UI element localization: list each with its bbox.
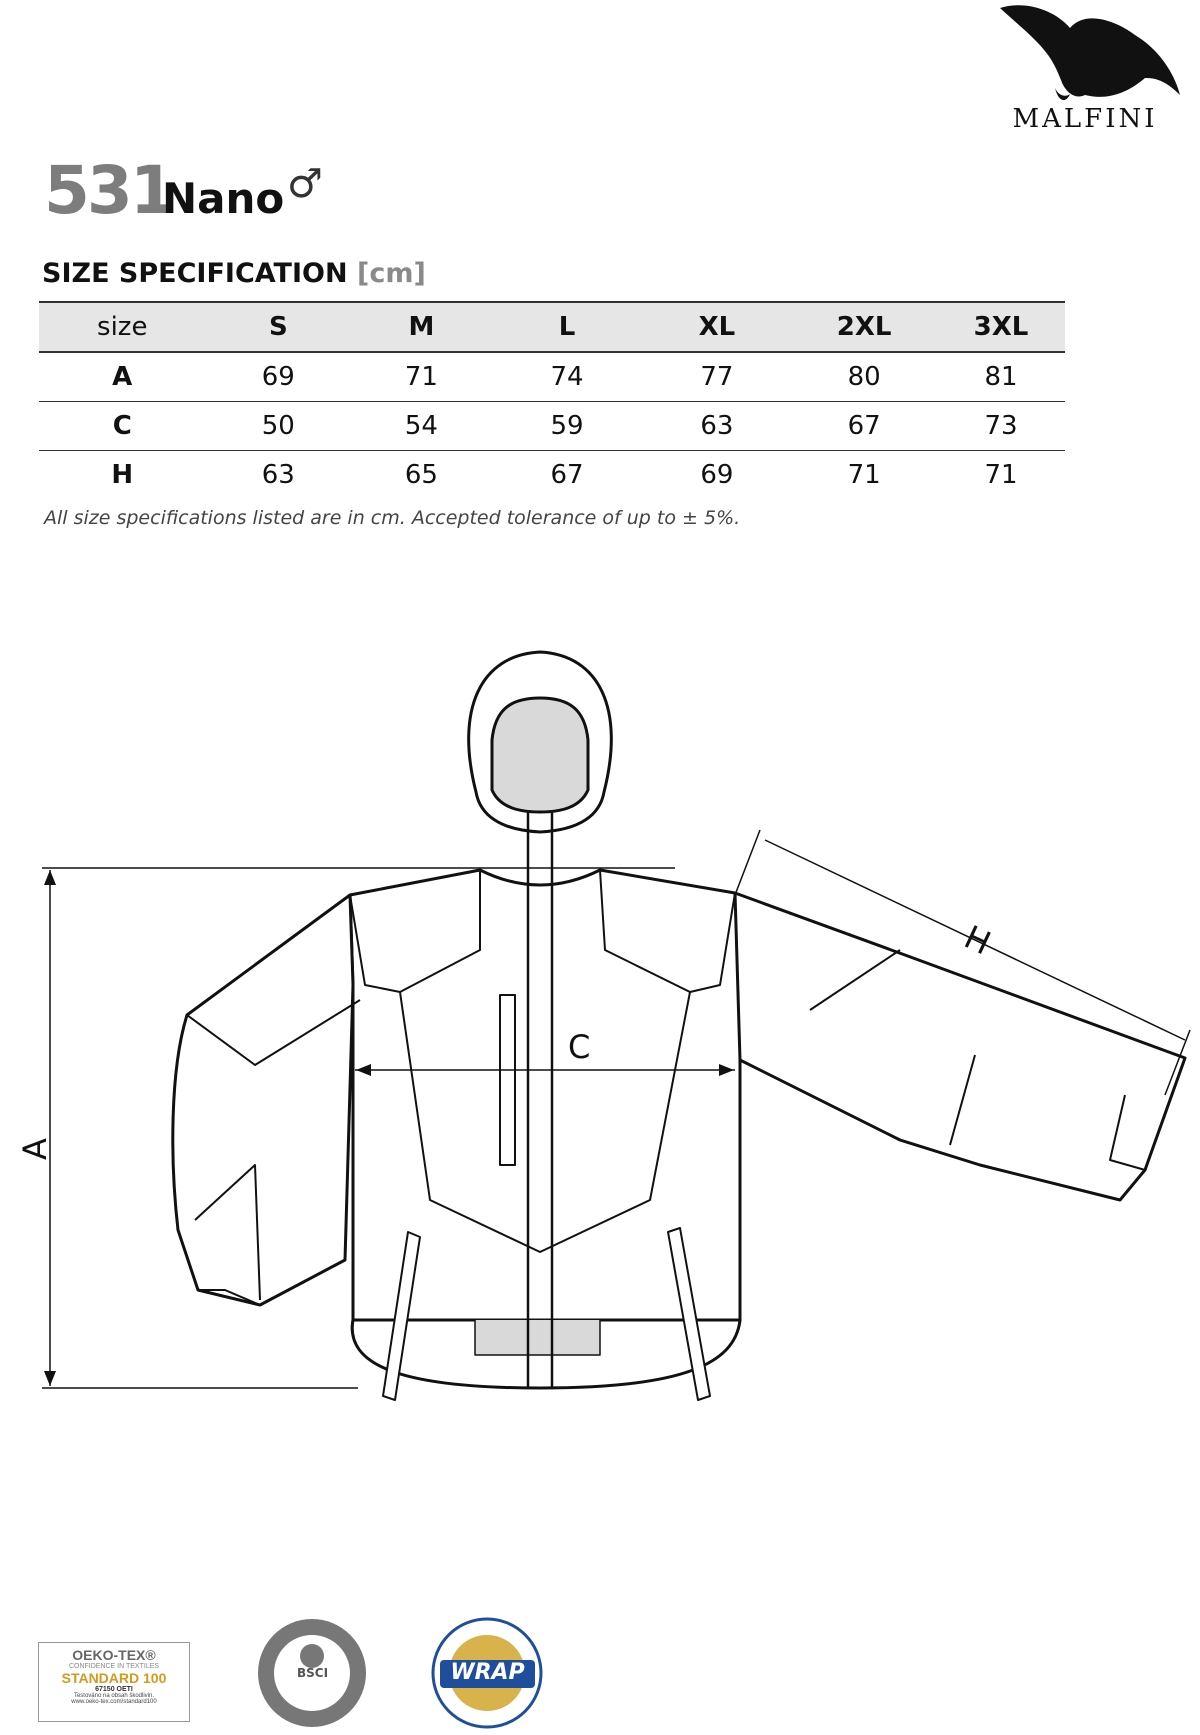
tolerance-note: All size specifications listed are in cm. Accepted tolerance of up to ± 5%. xyxy=(44,507,741,529)
table-cell: 81 xyxy=(937,352,1065,401)
size-header-cell: S xyxy=(205,302,351,352)
section-title-text: SIZE SPECIFICATION xyxy=(42,258,348,289)
section-title xyxy=(42,260,426,287)
chest-pocket xyxy=(500,995,515,1165)
dimension-h-label: H xyxy=(958,917,997,963)
bsci-label: BSCI xyxy=(296,1666,329,1680)
product-name: Nano xyxy=(162,174,285,223)
row-label: C xyxy=(39,401,205,450)
size-header-cell: L xyxy=(492,302,643,352)
brand-name: MALFINI xyxy=(1012,104,1158,134)
table-cell: 50 xyxy=(205,401,351,450)
row-label: H xyxy=(111,459,134,490)
product-code: 531 xyxy=(44,152,173,229)
table-cell: 63 xyxy=(261,459,295,490)
size-header-cell: M xyxy=(351,302,491,352)
size-header-cell: 2XL xyxy=(791,302,937,352)
oeko-url: www.oeko-tex.com/standard100 xyxy=(71,1699,157,1705)
oeko-standard: STANDARD 100 xyxy=(61,1670,167,1686)
left-sleeve xyxy=(173,895,353,1305)
dimension-a-label: A xyxy=(16,1138,54,1160)
oeko-number: 67150 OETI xyxy=(95,1686,133,1693)
table-row xyxy=(39,450,1065,499)
jacket-diagram xyxy=(0,640,1200,1540)
oeko-subtitle: CONFIDENCE IN TEXTILES xyxy=(68,1663,160,1670)
table-cell: 74 xyxy=(492,352,643,401)
table-cell: 59 xyxy=(492,401,643,450)
oeko-note: Testováno na obsah škodlivin. xyxy=(73,1693,155,1699)
hood-opening xyxy=(492,698,588,812)
section-unit: [cm] xyxy=(356,258,426,289)
row-label: A xyxy=(39,352,205,401)
size-header-cell: XL xyxy=(643,302,792,352)
table-row xyxy=(39,401,1065,450)
table-cell: 69 xyxy=(205,352,351,401)
table-cell: 69 xyxy=(700,459,734,490)
table-cell: 65 xyxy=(404,459,438,490)
table-cell: 63 xyxy=(643,401,792,450)
table-cell: 67 xyxy=(791,401,937,450)
oeko-title: OEKO-TEX® xyxy=(72,1647,156,1663)
table-cell: 77 xyxy=(643,352,792,401)
table-cell: 71 xyxy=(351,352,491,401)
table-cell: 73 xyxy=(937,401,1065,450)
wrap-label: WRAP xyxy=(450,1660,525,1685)
male-gender-icon: ♂ xyxy=(287,161,323,207)
size-table xyxy=(39,301,1065,499)
size-header-cell: 3XL xyxy=(937,302,1065,352)
size-header-row xyxy=(39,302,1065,352)
dimension-c-label: C xyxy=(568,1028,591,1066)
size-header-label: size xyxy=(39,302,205,352)
right-sleeve xyxy=(735,893,1185,1200)
table-cell: 67 xyxy=(550,459,584,490)
bsci-badge xyxy=(255,1616,370,1731)
eagle-icon xyxy=(995,0,1185,110)
wrap-badge xyxy=(430,1616,545,1731)
oeko-tex-badge xyxy=(38,1642,190,1722)
table-cell: 80 xyxy=(791,352,937,401)
table-row xyxy=(39,352,1065,401)
table-cell: 71 xyxy=(847,459,881,490)
table-cell: 71 xyxy=(984,459,1018,490)
table-cell: 54 xyxy=(351,401,491,450)
